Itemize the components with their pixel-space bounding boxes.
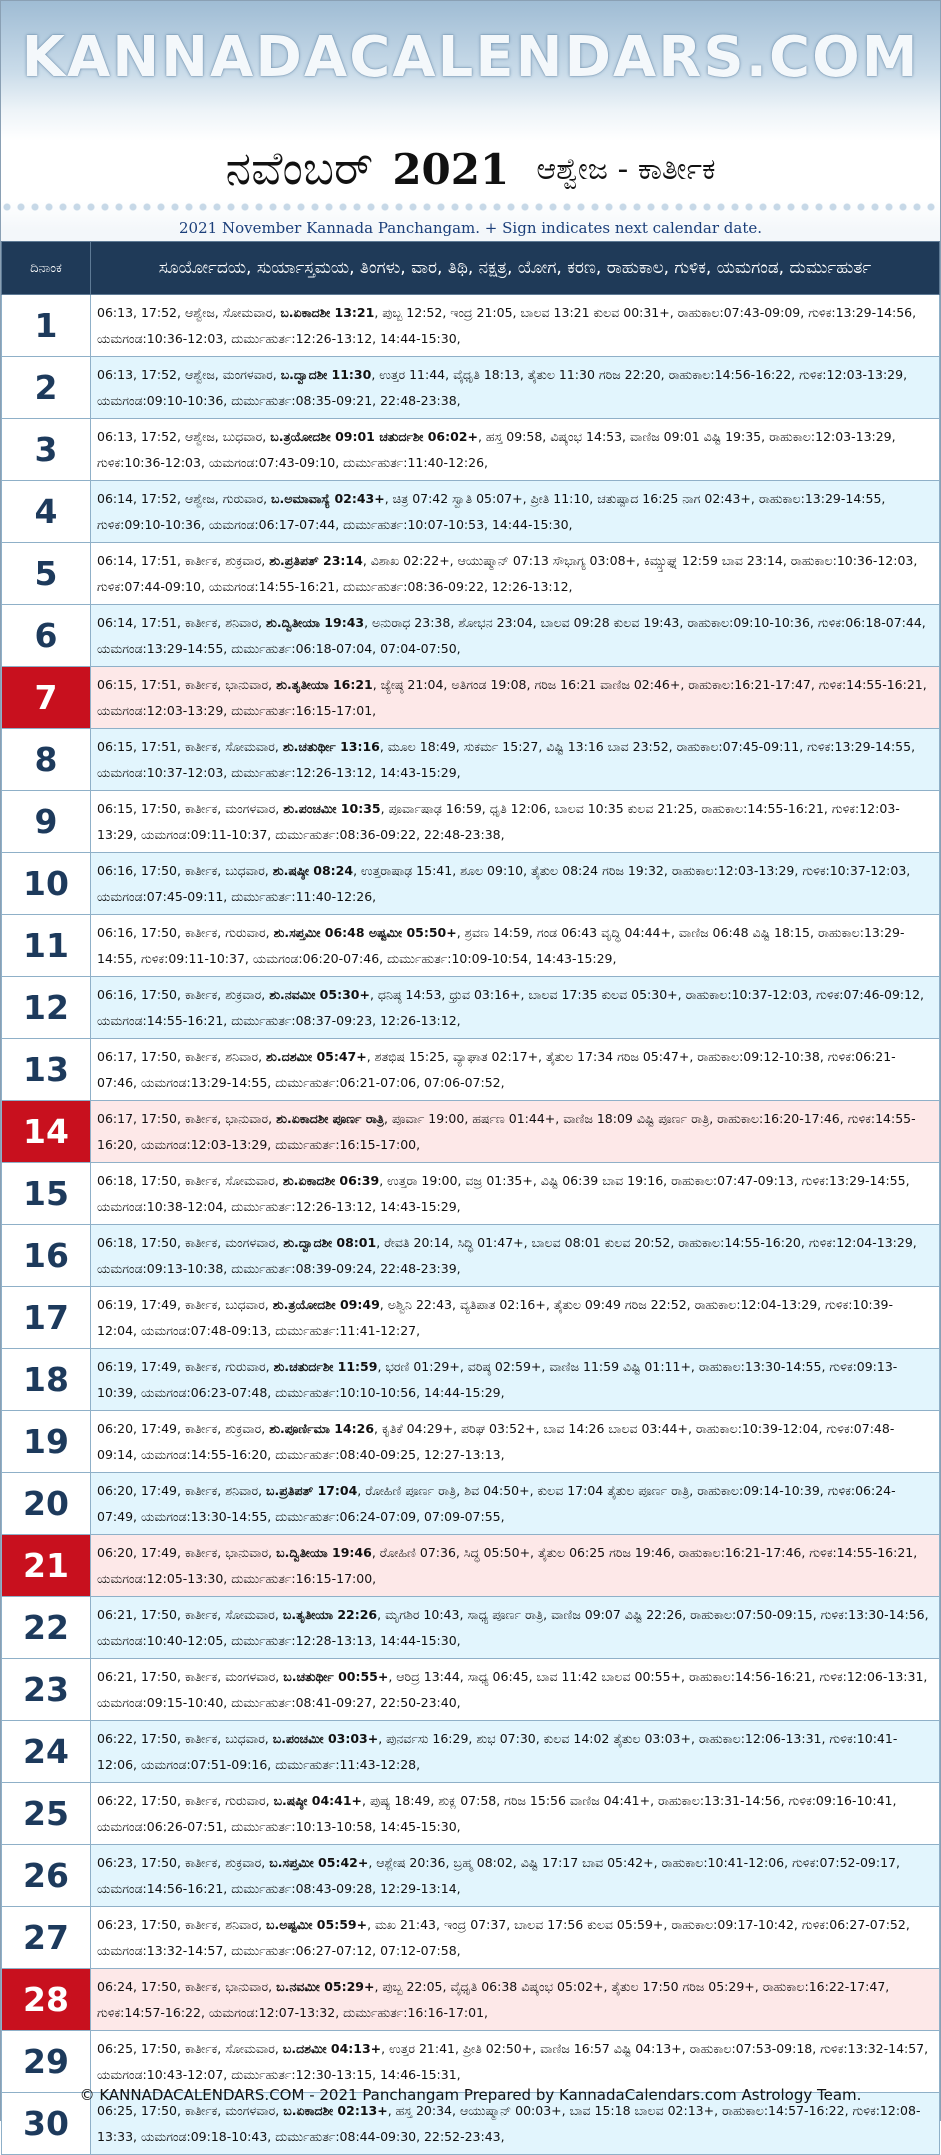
sun-month-weekday: 06:14, 17:51, ಕಾರ್ತೀಕ, ಶನಿವಾರ, <box>97 614 267 630</box>
sun-month-weekday: 06:17, 17:50, ಕಾರ್ತೀಕ, ಭಾನುವಾರ, <box>97 1110 277 1126</box>
tithi: ಶು.ಏಕಾದಶೀ 06:39 <box>282 1172 380 1188</box>
nakshatra-yoga-karana-timings: , ಕೃತಿಕೆ 04:29+, ಪರಿಘ 03:52+, ಬಾವ 14:26 ಬಾಲವ 03:44+, ರಾಹುಕಾಲ:10:39-12:04, ಗುಳಿಕ:07:48-09:14, ಯಮಗಂಡ:14:55-16:20, ದುರ್ಮುಹುರ್ತ:08:40-09:25, 12:27-13:13, <box>97 1420 895 1462</box>
sun-month-weekday: 06:17, 17:50, ಕಾರ್ತೀಕ, ಶನಿವಾರ, <box>97 1048 267 1064</box>
day-number: 16 <box>2 1225 91 1287</box>
table-row <box>2 605 940 667</box>
table-row <box>2 1659 940 1721</box>
day-number: 27 <box>2 1907 91 1969</box>
day-number: 25 <box>2 1783 91 1845</box>
table-row <box>2 1721 940 1783</box>
nakshatra-yoga-karana-timings: , ಮಖ 21:43, ಇಂದ್ರ 07:37, ಬಾಲವ 17:56 ಕುಲವ 05:59+, ರಾಹುಕಾಲ:09:17-10:42, ಗುಳಿಕ:06:27-07:52, ಯಮಗಂಡ:13:32-14:57, ದುರ್ಮುಹುರ್ತ:06:27-07:12, 07:12-07:58, <box>97 1916 910 1958</box>
tithi: ಶು.ದಶಮೀ 05:47+ <box>266 1048 367 1064</box>
sun-month-weekday: 06:16, 17:50, ಕಾರ್ತೀಕ, ಶುಕ್ರವಾರ, <box>97 986 270 1002</box>
day-details <box>91 1783 940 1845</box>
tithi: ಬ.ದ್ವಾದಶೀ 11:30 <box>280 366 372 382</box>
day-number: 23 <box>2 1659 91 1721</box>
nakshatra-yoga-karana-timings: , ಪುಬ್ಬ 22:05, ವೈಧೃತಿ 06:38 ವಿಷ್ಕಂಭ 05:02+, ತೈತುಲ 17:50 ಗರಿಜ 05:29+, ರಾಹುಕಾಲ:16:22-17:47, ಗುಳಿಕ:14:57-16:22, ಯಮಗಂಡ:12:07-13:32, ದುರ್ಮುಹುರ್ತ:16:16-17:01, <box>97 1978 890 2020</box>
table-row <box>2 1039 940 1101</box>
tithi: ಶು.ತ್ರಯೋದಶೀ 09:49 <box>272 1296 380 1312</box>
day-number: 20 <box>2 1473 91 1535</box>
day-number: 12 <box>2 977 91 1039</box>
nakshatra-yoga-karana-timings: , ಧನಿಷ್ಠ 14:53, ಧ್ರುವ 03:16+, ಬಾಲವ 17:35 ಕುಲವ 05:30+, ರಾಹುಕಾಲ:10:37-12:03, ಗುಳಿಕ:07:46-09:12, ಯಮಗಂಡ:14:55-16:21, ದುರ್ಮುಹುರ್ತ:08:37-09:23, 12:26-13:12, <box>97 986 925 1028</box>
sun-month-weekday: 06:19, 17:49, ಕಾರ್ತೀಕ, ಗುರುವಾರ, <box>97 1358 274 1374</box>
day-details <box>91 977 940 1039</box>
column-header-date: ದಿನಾಂಕ <box>2 242 91 295</box>
day-number: 5 <box>2 543 91 605</box>
sun-month-weekday: 06:13, 17:52, ಆಶ್ವೇಜ, ಸೋಮವಾರ, <box>97 304 281 320</box>
table-row <box>2 357 940 419</box>
table-row <box>2 1597 940 1659</box>
day-number: 2 <box>2 357 91 419</box>
tithi: ಬ.ಪಂಚಮೀ 03:03+ <box>272 1730 379 1746</box>
tithi: ಶು.ಸಪ್ತಮೀ 06:48 ಅಷ್ಟಮೀ 05:50+ <box>273 924 457 940</box>
sun-month-weekday: 06:16, 17:50, ಕಾರ್ತೀಕ, ಗುರುವಾರ, <box>97 924 274 940</box>
tithi: ಬ.ಷಷ್ಠೀ 04:41+ <box>273 1792 363 1808</box>
day-details <box>91 1721 940 1783</box>
tithi: ಶು.ಪ್ರತಿಪತ್ 23:14 <box>269 552 363 568</box>
day-number: 1 <box>2 295 91 357</box>
sun-month-weekday: 06:21, 17:50, ಕಾರ್ತೀಕ, ಸೋಮವಾರ, <box>97 1606 283 1622</box>
day-number: 19 <box>2 1411 91 1473</box>
table-row <box>2 1907 940 1969</box>
table-row <box>2 1969 940 2031</box>
table-row <box>2 915 940 977</box>
nakshatra-yoga-karana-timings: , ಪೂರ್ವಾ 19:00, ಹರ್ಷಣ 01:44+, ವಾಣಿಜ 18:09 ವಿಷ್ಟಿ ಪೂರ್ಣ ರಾತ್ರಿ, ರಾಹುಕಾಲ:16:20-17:46, ಗುಳಿಕ:14:55-16:20, ಯಮಗಂಡ:12:03-13:29, ದುರ್ಮುಹುರ್ತ:16:15-17:00, <box>97 1110 916 1152</box>
day-details <box>91 1659 940 1721</box>
day-details <box>91 1411 940 1473</box>
nakshatra-yoga-karana-timings: , ಪೂರ್ವಾಷಾಢ 16:59, ಧೃತಿ 12:06, ಬಾಲವ 10:35 ಕುಲವ 21:25, ರಾಹುಕಾಲ:14:55-16:21, ಗುಳಿಕ:12:03-13:29, ಯಮಗಂಡ:09:11-10:37, ದುರ್ಮುಹುರ್ತ:08:36-09:22, 22:48-23:38, <box>97 800 900 842</box>
day-number: 6 <box>2 605 91 667</box>
table-row <box>2 1473 940 1535</box>
table-row <box>2 1225 940 1287</box>
tithi: ಶು.ಚತುರ್ಥೀ 13:16 <box>282 738 380 754</box>
nakshatra-yoga-karana-timings: , ಚಿತ್ರ 07:42 ಸ್ವಾತಿ 05:07+, ಪ್ರೀತಿ 11:10, ಚತುಷ್ಪಾದ 16:25 ನಾಗ 02:43+, ರಾಹುಕಾಲ:13:29-14:55, ಗುಳಿಕ:09:10-10:36, ಯಮಗಂಡ:06:17-07:44, ದುರ್ಮುಹುರ್ತ:10:07-10:53, 14:44-15:30, <box>97 490 886 532</box>
day-details <box>91 605 940 667</box>
nakshatra-yoga-karana-timings: , ಪುನರ್ವಸು 16:29, ಶುಭ 07:30, ಕುಲವ 14:02 ತೈತುಲ 03:03+, ರಾಹುಕಾಲ:12:06-13:31, ಗುಳಿಕ:10:41-12:06, ಯಮಗಂಡ:07:51-09:16, ದುರ್ಮುಹುರ್ತ:11:43-12:28, <box>97 1730 898 1772</box>
nakshatra-yoga-karana-timings: , ಆಶ್ಲೇಷ 20:36, ಬ್ರಹ್ಮ 08:02, ವಿಷ್ಟಿ 17:17 ಬಾವ 05:42+, ರಾಹುಕಾಲ:10:41-12:06, ಗುಳಿಕ:07:52-09:17, ಯಮಗಂಡ:14:56-16:21, ದುರ್ಮುಹುರ್ತ:08:43-09:28, 12:29-13:14, <box>97 1854 900 1896</box>
day-number: 21 <box>2 1535 91 1597</box>
sun-month-weekday: 06:14, 17:52, ಆಶ್ವೇಜ, ಗುರುವಾರ, <box>97 490 272 506</box>
day-details <box>91 1907 940 1969</box>
sun-month-weekday: 06:22, 17:50, ಕಾರ್ತೀಕ, ಬುಧವಾರ, <box>97 1730 273 1746</box>
day-number: 4 <box>2 481 91 543</box>
tithi: ಶು.ಏಕಾದಶೀ ಪೂರ್ಣ ರಾತ್ರಿ <box>276 1110 385 1126</box>
day-details <box>91 357 940 419</box>
tithi: ಬ.ಏಕಾದಶೀ 02:13+ <box>283 2102 388 2118</box>
table-row <box>2 1101 940 1163</box>
nakshatra-yoga-karana-timings: , ರೋಹಿಣಿ 07:36, ಸಿದ್ಧ 05:50+, ತೈತುಲ 06:25 ಗರಿಜ 19:46, ರಾಹುಕಾಲ:16:21-17:46, ಗುಳಿಕ:14:55-16:21, ಯಮಗಂಡ:12:05-13:30, ದುರ್ಮುಹುರ್ತ:16:15-17:00, <box>97 1544 918 1586</box>
day-details <box>91 1845 940 1907</box>
sun-month-weekday: 06:18, 17:50, ಕಾರ್ತೀಕ, ಮಂಗಳವಾರ, <box>97 1234 284 1250</box>
sun-month-weekday: 06:25, 17:50, ಕಾರ್ತೀಕ, ಸೋಮವಾರ, <box>97 2040 283 2056</box>
table-row <box>2 1163 940 1225</box>
day-number: 29 <box>2 2031 91 2093</box>
nakshatra-yoga-karana-timings: , ಉತ್ತರಾಷಾಢ 15:41, ಶೂಲ 09:10, ತೈತುಲ 08:24 ಗರಿಜ 19:32, ರಾಹುಕಾಲ:12:03-13:29, ಗುಳಿಕ:10:37-12:03, ಯಮಗಂಡ:07:45-09:11, ದುರ್ಮುಹುರ್ತ:11:40-12:26, <box>97 862 911 904</box>
masa-name: ಆಶ್ವೇಜ - ಕಾರ್ತೀಕ <box>536 151 716 187</box>
day-details <box>91 419 940 481</box>
nakshatra-yoga-karana-timings: , ವಿಶಾಖ 02:22+, ಆಯುಷ್ಮಾನ್ 07:13 ಸೌಭಾಗ್ಯ 03:08+, ಕಿಮ್ಸ್ತುಘ್ನ 12:59 ಬಾವ 23:14, ರಾಹುಕಾಲ:10:36-12:03, ಗುಳಿಕ:07:44-09:10, ಯಮಗಂಡ:14:55-16:21, ದುರ್ಮುಹುರ್ತ:08:36-09:22, 12:26-13:12, <box>97 552 918 594</box>
column-header-details: ಸೂರ್ಯೋದಯ, ಸುರ್ಯಾಸ್ತಮಯ, ತಿಂಗಳು, ವಾರ, ತಿಥಿ, ನಕ್ಷತ್ರ, ಯೋಗ, ಕರಣ, ರಾಹುಕಾಲ, ಗುಳಿಕ, ಯಮಗಂಡ, ದುರ್ಮುಹುರ್ತ <box>91 242 940 295</box>
table-row <box>2 729 940 791</box>
nakshatra-yoga-karana-timings: , ರೇವತಿ 20:14, ಸಿದ್ಧಿ 01:47+, ಬಾಲವ 08:01 ಕುಲವ 20:52, ರಾಹುಕಾಲ:14:55-16:20, ಗುಳಿಕ:12:04-13:29, ಯಮಗಂಡ:09:13-10:38, ದುರ್ಮುಹುರ್ತ:08:39-09:24, 22:48-23:39, <box>97 1234 917 1276</box>
table-row <box>2 1845 940 1907</box>
nakshatra-yoga-karana-timings: , ಪುಬ್ಬ 12:52, ಇಂದ್ರ 21:05, ಬಾಲವ 13:21 ಕುಲವ 00:31+, ರಾಹುಕಾಲ:07:43-09:09, ಗುಳಿಕ:13:29-14:56, ಯಮಗಂಡ:10:36-12:03, ದುರ್ಮುಹುರ್ತ:12:26-13:12, 14:44-15:30, <box>97 304 917 346</box>
tithi: ಶು.ತೃತೀಯಾ 16:21 <box>276 676 373 692</box>
tithi: ಬ.ದಶಮೀ 04:13+ <box>282 2040 382 2056</box>
header-banner <box>1 1 940 241</box>
page-title <box>1 141 940 197</box>
sun-month-weekday: 06:20, 17:49, ಕಾರ್ತೀಕ, ಶನಿವಾರ, <box>97 1482 267 1498</box>
day-details <box>91 1349 940 1411</box>
nakshatra-yoga-karana-timings: , ಆರಿದ್ರ 13:44, ಸಾಧ್ಯ 06:45, ಬಾವ 11:42 ಬಾಲವ 00:55+, ರಾಹುಕಾಲ:14:56-16:21, ಗುಳಿಕ:12:06-13:31, ಯಮಗಂಡ:09:15-10:40, ದುರ್ಮುಹುರ್ತ:08:41-09:27, 22:50-23:40, <box>97 1668 928 1710</box>
day-number: 3 <box>2 419 91 481</box>
table-row <box>2 1535 940 1597</box>
nakshatra-yoga-karana-timings: , ಉತ್ತರ 21:41, ಪ್ರೀತಿ 02:50+, ವಾಣಿಜ 16:57 ವಿಷ್ಟಿ 04:13+, ರಾಹುಕಾಲ:07:53-09:18, ಗುಳಿಕ:13:32-14:57, ಯಮಗಂಡ:10:43-12:07, ದುರ್ಮುಹುರ್ತ:12:30-13:15, 14:46-15:31, <box>97 2040 929 2082</box>
day-details <box>91 1473 940 1535</box>
nakshatra-yoga-karana-timings: , ಉತ್ತರ 11:44, ವೈಧೃತಿ 18:13, ತೈತುಲ 11:30 ಗರಿಜ 22:20, ರಾಹುಕಾಲ:14:56-16:22, ಗುಳಿಕ:12:03-13:29, ಯಮಗಂಡ:09:10-10:36, ದುರ್ಮುಹುರ್ತ:08:35-09:21, 22:48-23:38, <box>97 366 908 408</box>
table-row <box>2 1411 940 1473</box>
day-number: 9 <box>2 791 91 853</box>
sun-month-weekday: 06:19, 17:49, ಕಾರ್ತೀಕ, ಬುಧವಾರ, <box>97 1296 273 1312</box>
day-number: 14 <box>2 1101 91 1163</box>
table-row <box>2 977 940 1039</box>
day-number: 22 <box>2 1597 91 1659</box>
decorative-border <box>1 201 940 213</box>
day-details <box>91 543 940 605</box>
day-number: 30 <box>2 2093 91 2155</box>
tithi: ಬ.ಅಮಾವಾಸ್ಯೆ 02:43+ <box>271 490 385 506</box>
day-details <box>91 1101 940 1163</box>
day-details <box>91 1969 940 2031</box>
tithi: ಶು.ನವಮೀ 05:30+ <box>269 986 370 1002</box>
nakshatra-yoga-karana-timings: , ಶತಭಿಷ 15:25, ವ್ಯಾಘಾತ 02:17+, ತೈತುಲ 17:34 ಗರಿಜ 05:47+, ರಾಹುಕಾಲ:09:12-10:38, ಗುಳಿಕ:06:21-07:46, ಯಮಗಂಡ:13:29-14:55, ದುರ್ಮುಹುರ್ತ:06:21-07:06, 07:06-07:52, <box>97 1048 896 1090</box>
day-details <box>91 853 940 915</box>
day-number: 8 <box>2 729 91 791</box>
table-row <box>2 543 940 605</box>
day-number: 10 <box>2 853 91 915</box>
nakshatra-yoga-karana-timings: , ಮೂಲ 18:49, ಸುಕರ್ಮ 15:27, ವಿಷ್ಟಿ 13:16 ಬಾವ 23:52, ರಾಹುಕಾಲ:07:45-09:11, ಗುಳಿಕ:13:29-14:55, ಯಮಗಂಡ:10:37-12:03, ದುರ್ಮುಹುರ್ತ:12:26-13:12, 14:43-15:29, <box>97 738 916 780</box>
panchangam-table <box>1 241 940 2155</box>
table-row <box>2 1287 940 1349</box>
nakshatra-yoga-karana-timings: , ಜ್ಯೇಷ್ಠ 21:04, ಅತಿಗಂಡ 19:08, ಗರಿಜ 16:21 ವಾಣಿಜ 02:46+, ರಾಹುಕಾಲ:16:21-17:47, ಗುಳಿಕ:14:55-16:21, ಯಮಗಂಡ:12:03-13:29, ದುರ್ಮುಹುರ್ತ:16:15-17:01, <box>97 676 927 718</box>
day-number: 11 <box>2 915 91 977</box>
nakshatra-yoga-karana-timings: , ಉತ್ತರಾ 19:00, ವಜ್ರ 01:35+, ವಿಷ್ಟಿ 06:39 ಬಾವ 19:16, ರಾಹುಕಾಲ:07:47-09:13, ಗುಳಿಕ:13:29-14:55, ಯಮಗಂಡ:10:38-12:04, ದುರ್ಮುಹುರ್ತ:12:26-13:12, 14:43-15:29, <box>97 1172 910 1214</box>
nakshatra-yoga-karana-timings: , ಮೃಗಶಿರ 10:43, ಸಾಧ್ಯ ಪೂರ್ಣ ರಾತ್ರಿ, ವಾಣಿಜ 09:07 ವಿಷ್ಟಿ 22:26, ರಾಹುಕಾಲ:07:50-09:15, ಗುಳಿಕ:13:30-14:56, ಯಮಗಂಡ:10:40-12:05, ದುರ್ಮುಹುರ್ತ:12:28-13:13, 14:44-15:30, <box>97 1606 929 1648</box>
day-number: 18 <box>2 1349 91 1411</box>
day-details <box>91 915 940 977</box>
day-details <box>91 481 940 543</box>
tithi: ಶು.ದ್ವಾದಶೀ 08:01 <box>283 1234 377 1250</box>
day-details <box>91 667 940 729</box>
day-number: 15 <box>2 1163 91 1225</box>
tithi: ಬ.ನವಮೀ 05:29+ <box>276 1978 375 1994</box>
sun-month-weekday: 06:16, 17:50, ಕಾರ್ತೀಕ, ಬುಧವಾರ, <box>97 862 273 878</box>
nakshatra-yoga-karana-timings: , ಶ್ರವಣ 14:59, ಗಂಡ 06:43 ವೃದ್ಧಿ 04:44+, ವಾಣಿಜ 06:48 ವಿಷ್ಟಿ 18:15, ರಾಹುಕಾಲ:13:29-14:55, ಗುಳಿಕ:09:11-10:37, ಯಮಗಂಡ:06:20-07:46, ದುರ್ಮುಹುರ್ತ:10:09-10:54, 14:43-15:29, <box>97 924 905 966</box>
sun-month-weekday: 06:24, 17:50, ಕಾರ್ತೀಕ, ಭಾನುವಾರ, <box>97 1978 277 1994</box>
sun-month-weekday: 06:23, 17:50, ಕಾರ್ತೀಕ, ಶುಕ್ರವಾರ, <box>97 1854 270 1870</box>
sun-month-weekday: 06:25, 17:50, ಕಾರ್ತೀಕ, ಮಂಗಳವಾರ, <box>97 2102 284 2118</box>
sun-month-weekday: 06:15, 17:51, ಕಾರ್ತೀಕ, ಭಾನುವಾರ, <box>97 676 277 692</box>
nakshatra-yoga-karana-timings: , ರೋಹಿಣಿ ಪೂರ್ಣ ರಾತ್ರಿ, ಶಿವ 04:50+, ಕುಲವ 17:04 ತೈತುಲ ಪೂರ್ಣ ರಾತ್ರಿ, ರಾಹುಕಾಲ:09:14-10:39, ಗುಳಿಕ:06:24-07:49, ಯಮಗಂಡ:13:30-14:55, ದುರ್ಮುಹುರ್ತ:06:24-07:09, 07:09-07:55, <box>97 1482 896 1524</box>
day-number: 7 <box>2 667 91 729</box>
tithi: ಶು.ಚತುರ್ದಶೀ 11:59 <box>273 1358 378 1374</box>
day-details <box>91 1225 940 1287</box>
nakshatra-yoga-karana-timings: , ಪುಷ್ಯ 18:49, ಶುಕ್ಲ 07:58, ಗರಿಜ 15:56 ವಾಣಿಜ 04:41+, ರಾಹುಕಾಲ:13:31-14:56, ಗುಳಿಕ:09:16-10:41, ಯಮಗಂಡ:06:26-07:51, ದುರ್ಮುಹುರ್ತ:10:13-10:58, 14:45-15:30, <box>97 1792 897 1834</box>
table-row <box>2 481 940 543</box>
tithi: ಶು.ಪೂರ್ಣಿಮಾ 14:26 <box>269 1420 375 1436</box>
day-details <box>91 1163 940 1225</box>
sun-month-weekday: 06:23, 17:50, ಕಾರ್ತೀಕ, ಶನಿವಾರ, <box>97 1916 267 1932</box>
day-details <box>91 1597 940 1659</box>
table-row <box>2 1783 940 1845</box>
day-details <box>91 791 940 853</box>
sun-month-weekday: 06:13, 17:52, ಆಶ್ವೇಜ, ಬುಧವಾರ, <box>97 428 271 444</box>
tithi: ಬ.ತ್ರಯೋದಶೀ 09:01 ಚತುರ್ದಶೀ 06:02+ <box>270 428 478 444</box>
day-details <box>91 1535 940 1597</box>
sun-month-weekday: 06:14, 17:51, ಕಾರ್ತೀಕ, ಶುಕ್ರವಾರ, <box>97 552 270 568</box>
nakshatra-yoga-karana-timings: , ಹಸ್ತ 20:34, ಆಯುಷ್ಮಾನ್ 00:03+, ಬಾವ 15:18 ಬಾಲವ 02:13+, ರಾಹುಕಾಲ:14:57-16:22, ಗುಳಿಕ:12:08-13:33, ಯಮಗಂಡ:09:18-10:43, ದುರ್ಮುಹುರ್ತ:08:44-09:30, 22:52-23:43, <box>97 2102 921 2144</box>
site-logo-text[interactable]: KANNADACALENDARS.COM <box>21 25 920 90</box>
sun-month-weekday: 06:18, 17:50, ಕಾರ್ತೀಕ, ಸೋಮವಾರ, <box>97 1172 283 1188</box>
table-row <box>2 295 940 357</box>
day-number: 26 <box>2 1845 91 1907</box>
tithi: ಶು.ಪಂಚಮೀ 10:35 <box>283 800 381 816</box>
table-row <box>2 1349 940 1411</box>
table-row <box>2 667 940 729</box>
tithi: ಬ.ತೃತೀಯಾ 22:26 <box>282 1606 378 1622</box>
sun-month-weekday: 06:22, 17:50, ಕಾರ್ತೀಕ, ಗುರುವಾರ, <box>97 1792 274 1808</box>
month-name: ನವೆಂಬರ್ <box>225 141 374 195</box>
table-row <box>2 853 940 915</box>
tithi: ಬ.ಚತುರ್ಥೀ 00:55+ <box>283 1668 389 1684</box>
sun-month-weekday: 06:20, 17:49, ಕಾರ್ತೀಕ, ಭಾನುವಾರ, <box>97 1544 277 1560</box>
day-number: 13 <box>2 1039 91 1101</box>
year: 2021 <box>392 144 510 194</box>
sun-month-weekday: 06:13, 17:52, ಆಶ್ವೇಜ, ಮಂಗಳವಾರ, <box>97 366 281 382</box>
tithi: ಬ.ಸಪ್ತಮೀ 05:42+ <box>269 1854 369 1870</box>
tithi: ಬ.ದ್ವಿತೀಯಾ 19:46 <box>276 1544 372 1560</box>
tithi: ಬ.ಅಷ್ಟಮೀ 05:59+ <box>266 1916 368 1932</box>
sun-month-weekday: 06:20, 17:49, ಕಾರ್ತೀಕ, ಶುಕ್ರವಾರ, <box>97 1420 270 1436</box>
sun-month-weekday: 06:15, 17:51, ಕಾರ್ತೀಕ, ಸೋಮವಾರ, <box>97 738 283 754</box>
table-header-row <box>2 242 940 295</box>
footer: © KANNADACALENDARS.COM - 2021 Panchangam Prepared by KannadaCalendars.com Astrology Team. <box>79 2086 862 2104</box>
day-details <box>91 1287 940 1349</box>
table-row <box>2 791 940 853</box>
table-row <box>2 419 940 481</box>
nakshatra-yoga-karana-timings: , ಅನುರಾಧ 23:38, ಶೋಭನ 23:04, ಬಾಲವ 09:28 ಕುಲವ 19:43, ರಾಹುಕಾಲ:09:10-10:36, ಗುಳಿಕ:06:18-07:44, ಯಮಗಂಡ:13:29-14:55, ದುರ್ಮುಹುರ್ತ:06:18-07:04, 07:04-07:50, <box>97 614 926 656</box>
nakshatra-yoga-karana-timings: , ಭರಣಿ 01:29+, ವರಿಷ್ಠ 02:59+, ವಾಣಿಜ 11:59 ವಿಷ್ಟಿ 01:11+, ರಾಹುಕಾಲ:13:30-14:55, ಗುಳಿಕ:09:13-10:39, ಯಮಗಂಡ:06:23-07:48, ದುರ್ಮುಹುರ್ತ:10:10-10:56, 14:44-15:29, <box>97 1358 898 1400</box>
nakshatra-yoga-karana-timings: , ಹಸ್ತ 09:58, ವಿಷ್ಕಂಭ 14:53, ವಾಣಿಜ 09:01 ವಿಷ್ಟಿ 19:35, ರಾಹುಕಾಲ:12:03-13:29, ಗುಳಿಕ:10:36-12:03, ಯಮಗಂಡ:07:43-09:10, ದುರ್ಮುಹುರ್ತ:11:40-12:26, <box>97 428 896 470</box>
day-number: 17 <box>2 1287 91 1349</box>
day-details <box>91 729 940 791</box>
day-number: 24 <box>2 1721 91 1783</box>
sun-month-weekday: 06:21, 17:50, ಕಾರ್ತೀಕ, ಮಂಗಳವಾರ, <box>97 1668 284 1684</box>
tithi: ಶು.ದ್ವಿತೀಯಾ 19:43 <box>266 614 365 630</box>
day-details <box>91 295 940 357</box>
day-details <box>91 1039 940 1101</box>
day-number: 28 <box>2 1969 91 2031</box>
tithi: ಶು.ಷಷ್ಠೀ 08:24 <box>272 862 354 878</box>
subtitle: 2021 November Kannada Panchangam. + Sign indicates next calendar date. <box>179 219 762 237</box>
sun-month-weekday: 06:15, 17:50, ಕಾರ್ತೀಕ, ಮಂಗಳವಾರ, <box>97 800 284 816</box>
nakshatra-yoga-karana-timings: , ಅಶ್ವಿನಿ 22:43, ವ್ಯತಿಪಾತ 02:16+, ತೈತುಲ 09:49 ಗರಿಜ 22:52, ರಾಹುಕಾಲ:12:04-13:29, ಗುಳಿಕ:10:39-12:04, ಯಮಗಂಡ:07:48-09:13, ದುರ್ಮುಹುರ್ತ:11:41-12:27, <box>97 1296 894 1338</box>
tithi: ಬ.ಪ್ರತಿಪತ್ 17:04 <box>266 1482 358 1498</box>
tithi: ಬ.ಏಕಾದಶೀ 13:21 <box>280 304 375 320</box>
